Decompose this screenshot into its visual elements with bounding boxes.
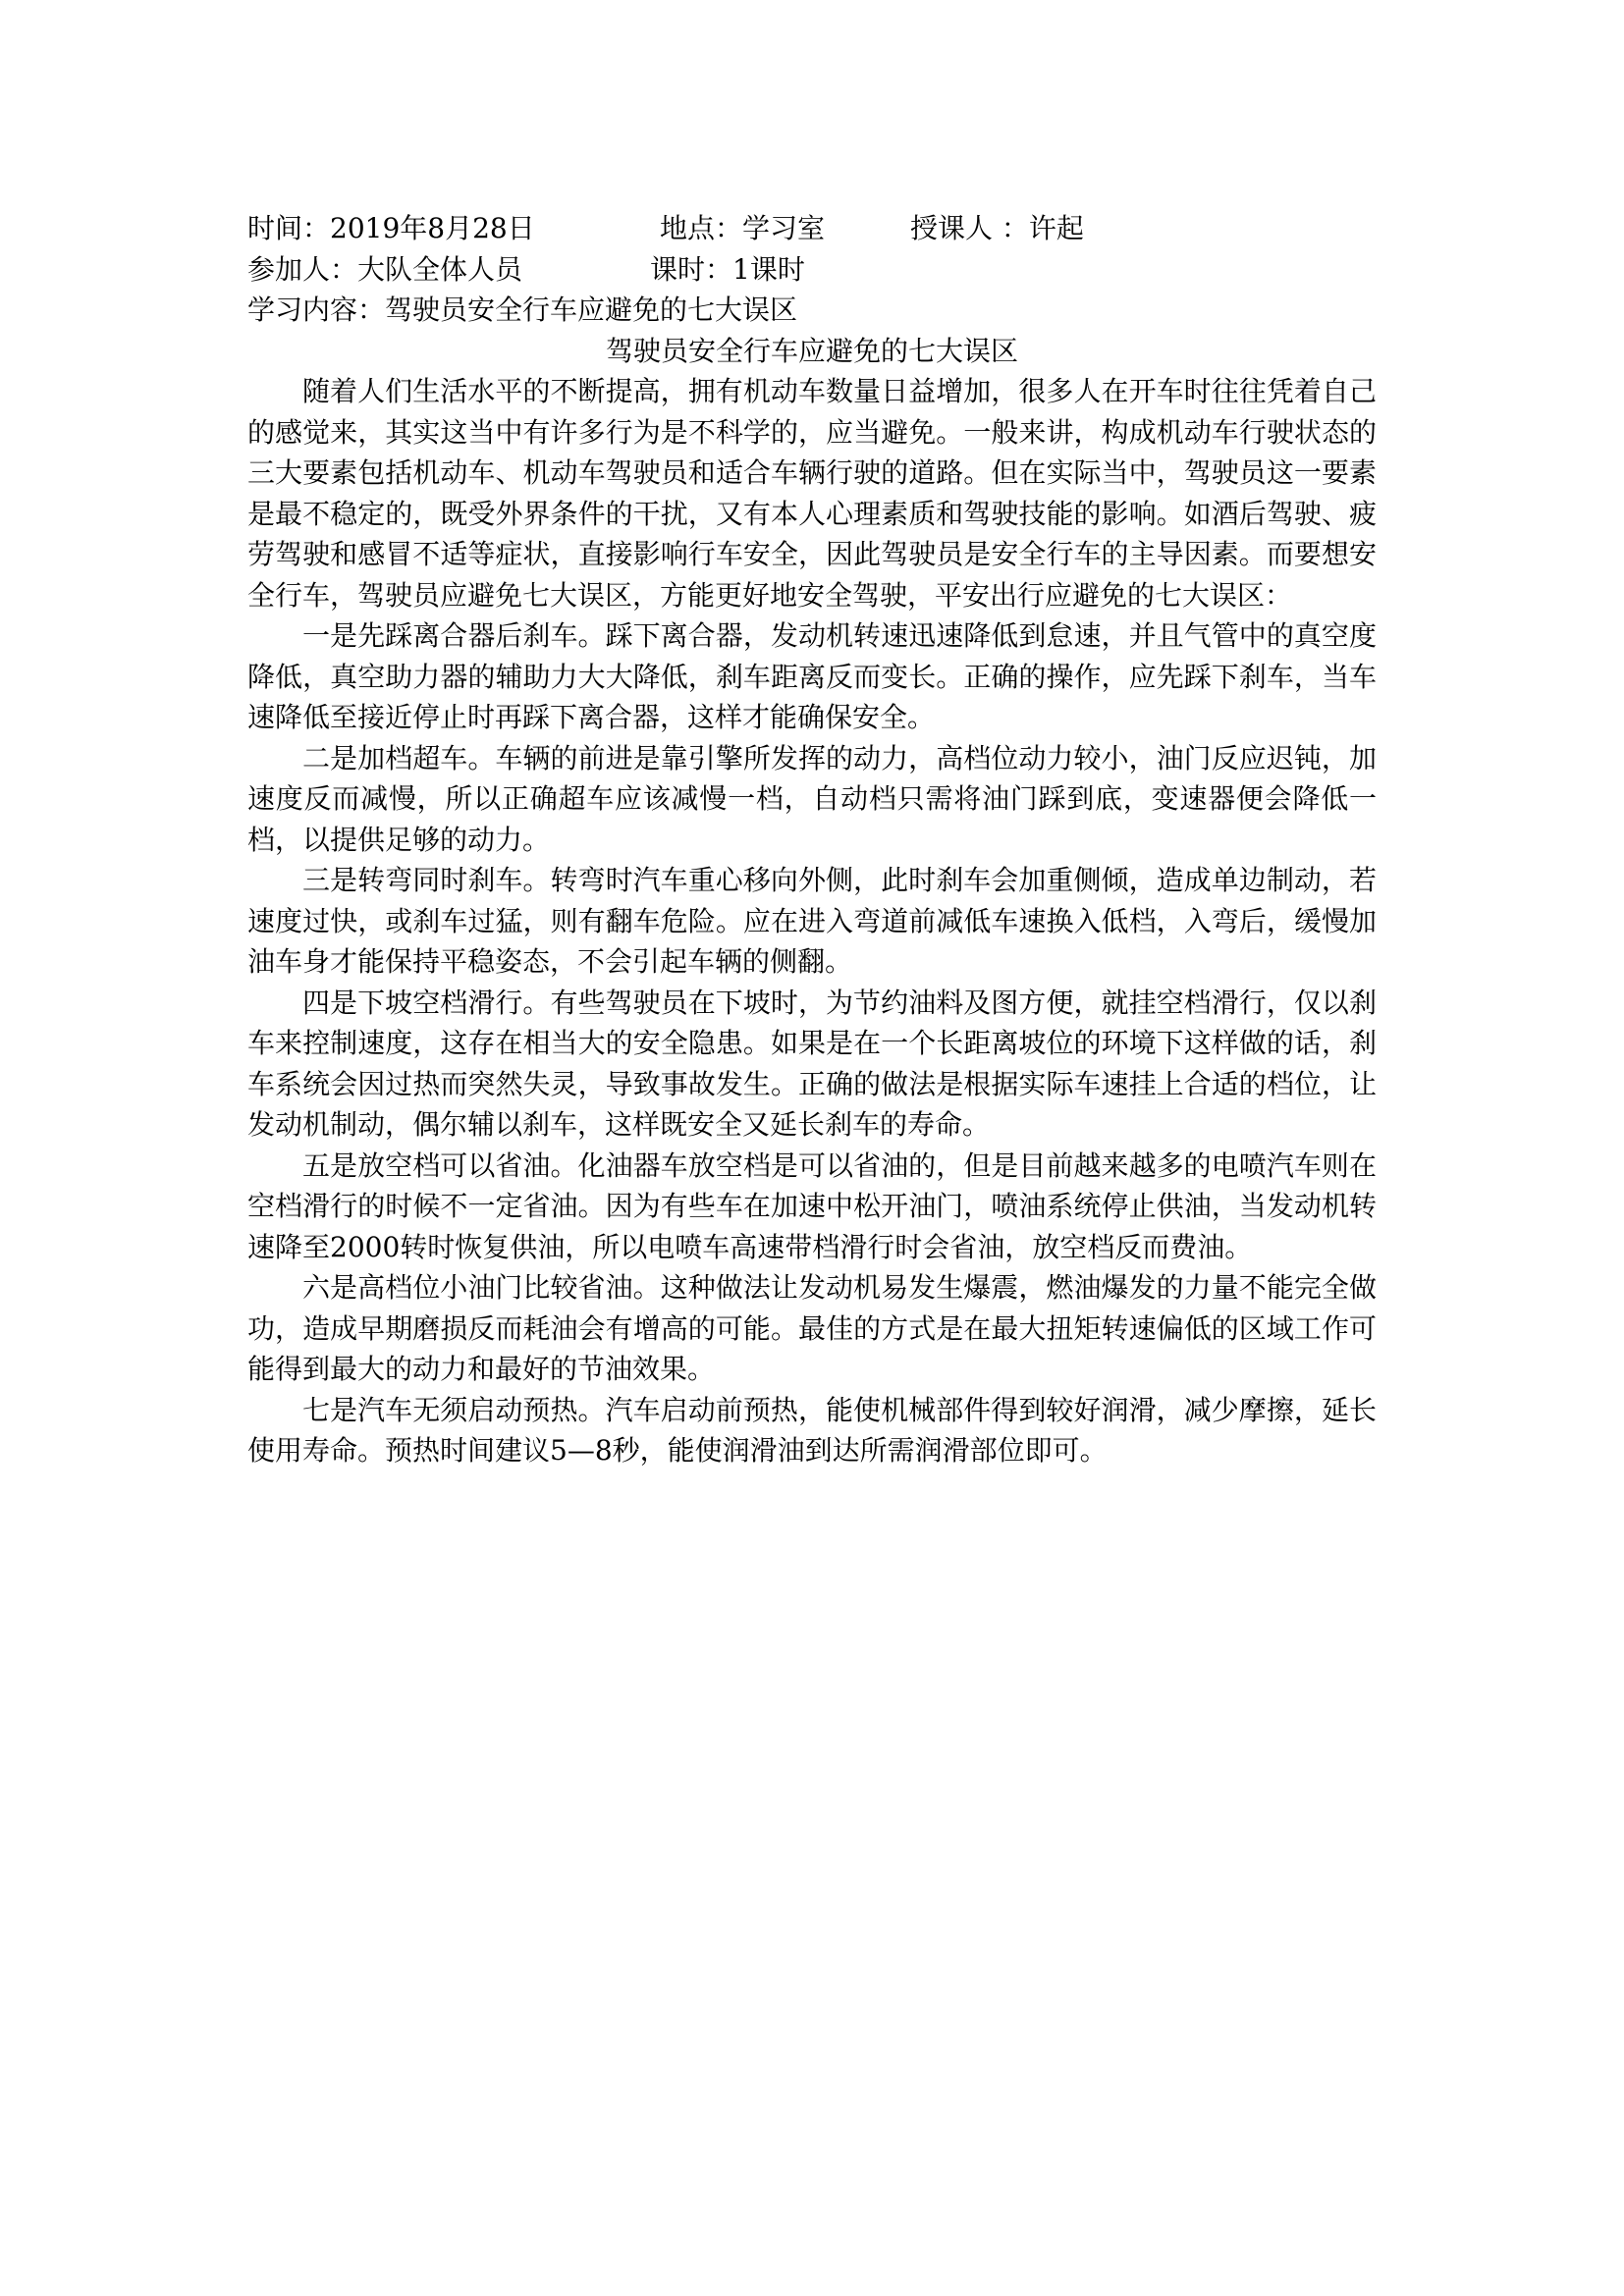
paragraph-1: 一是先踩离合器后刹车。踩下离合器，发动机转速迅速降低到怠速，并且气管中的真空度降低，真空助力器的辅助力大大降低，刹车距离反而变长。正确的操作，应先踩下刹车，当车速降低至接近停止时再踩下离合器，这样才能确保安全。 — [247, 619, 1377, 733]
paragraph-7: 七是汽车无须启动预热。汽车启动前预热，能使机械部件得到较好润滑，减少摩擦，延长使用寿命。预热时间建议5—8秒，能使润滑油到达所需润滑部位即可。 — [247, 1393, 1377, 1467]
paragraph-2: 二是加档超车。车辆的前进是靠引擎所发挥的动力，高档位动力较小，油门反应迟钝，加速度反而减慢，所以正确超车应该减慢一档，自动档只需将油门踩到底，变速器便会降低一档，以提供足够的动力。 — [247, 741, 1377, 856]
meta-line-2 — [247, 249, 1377, 291]
meta-time: 时间：2019年8月28日 — [247, 212, 535, 244]
meta-hours: 课时：1课时 — [650, 252, 805, 286]
paragraph-4: 四是下坡空档滑行。有些驾驶员在下坡时，为节约油料及图方便，就挂空档滑行，仅以刹车来控制速度，这存在相当大的安全隐患。如果是在一个长距离坡位的环境下这样做的话，刹车系统会因过热而突然失灵，导致事故发生。正确的做法是根据实际车速挂上合适的档位，让发动机制动，偶尔辅以刹车，这样既安全又延长刹车的寿命。 — [247, 986, 1377, 1141]
paragraph-5: 五是放空档可以省油。化油器车放空档是可以省油的，但是目前越来越多的电喷汽车则在空档滑行的时候不一定省油。因为有些车在加速中松开油门，喷油系统停止供油，当发动机转速降至2000转时恢复供油，所以电喷车高速带档滑行时会省油，放空档反而费油。 — [247, 1148, 1377, 1263]
paragraph-6: 六是高档位小油门比较省油。这种做法让发动机易发生爆震，燃油爆发的力量不能完全做功，造成早期磨损反而耗油会有增高的可能。最佳的方式是在最大扭矩转速偏低的区域工作可能得到最大的动力和最好的节油效果。 — [247, 1271, 1377, 1385]
meta-line-1 — [247, 208, 1377, 249]
document-page — [247, 208, 1377, 1471]
meta-participants: 参加人：大队全体人员 — [247, 252, 523, 286]
meta-place: 地点：学习室 — [660, 212, 826, 244]
meta-lecturer: 授课人 ：许起 — [910, 212, 1084, 244]
paragraph-3: 三是转弯同时刹车。转弯时汽车重心移向外侧，此时刹车会加重侧倾，造成单边制动，若速度过快，或刹车过猛，则有翻车危险。应在进入弯道前减低车速换入低档，入弯后，缓慢加油车身才能保持平稳姿态，不会引起车辆的侧翻。 — [247, 864, 1377, 978]
document-title: 驾驶员安全行车应避免的七大误区 — [605, 334, 1018, 367]
paragraph-intro: 随着人们生活水平的不断提高，拥有机动车数量日益增加，很多人在开车时往往凭着自己的感觉来，其实这当中有许多行为是不科学的，应当避免。一般来讲，构成机动车行驶状态的三大要素包括机动车、机动车驾驶员和适合车辆行驶的道路。但在实际当中，驾驶员这一要素是最不稳定的，既受外界条件的干扰，又有本人心理素质和驾驶技能的影响。如酒后驾驶、疲劳驾驶和感冒不适等症状，直接影响行车安全，因此驾驶员是安全行车的主导因素。而要想安全行车，驾驶员应避免七大误区，方能更好地安全驾驶，平安出行应避免的七大误区： — [247, 375, 1377, 612]
meta-content: 学习内容：驾驶员安全行车应避免的七大误区 — [247, 294, 798, 326]
